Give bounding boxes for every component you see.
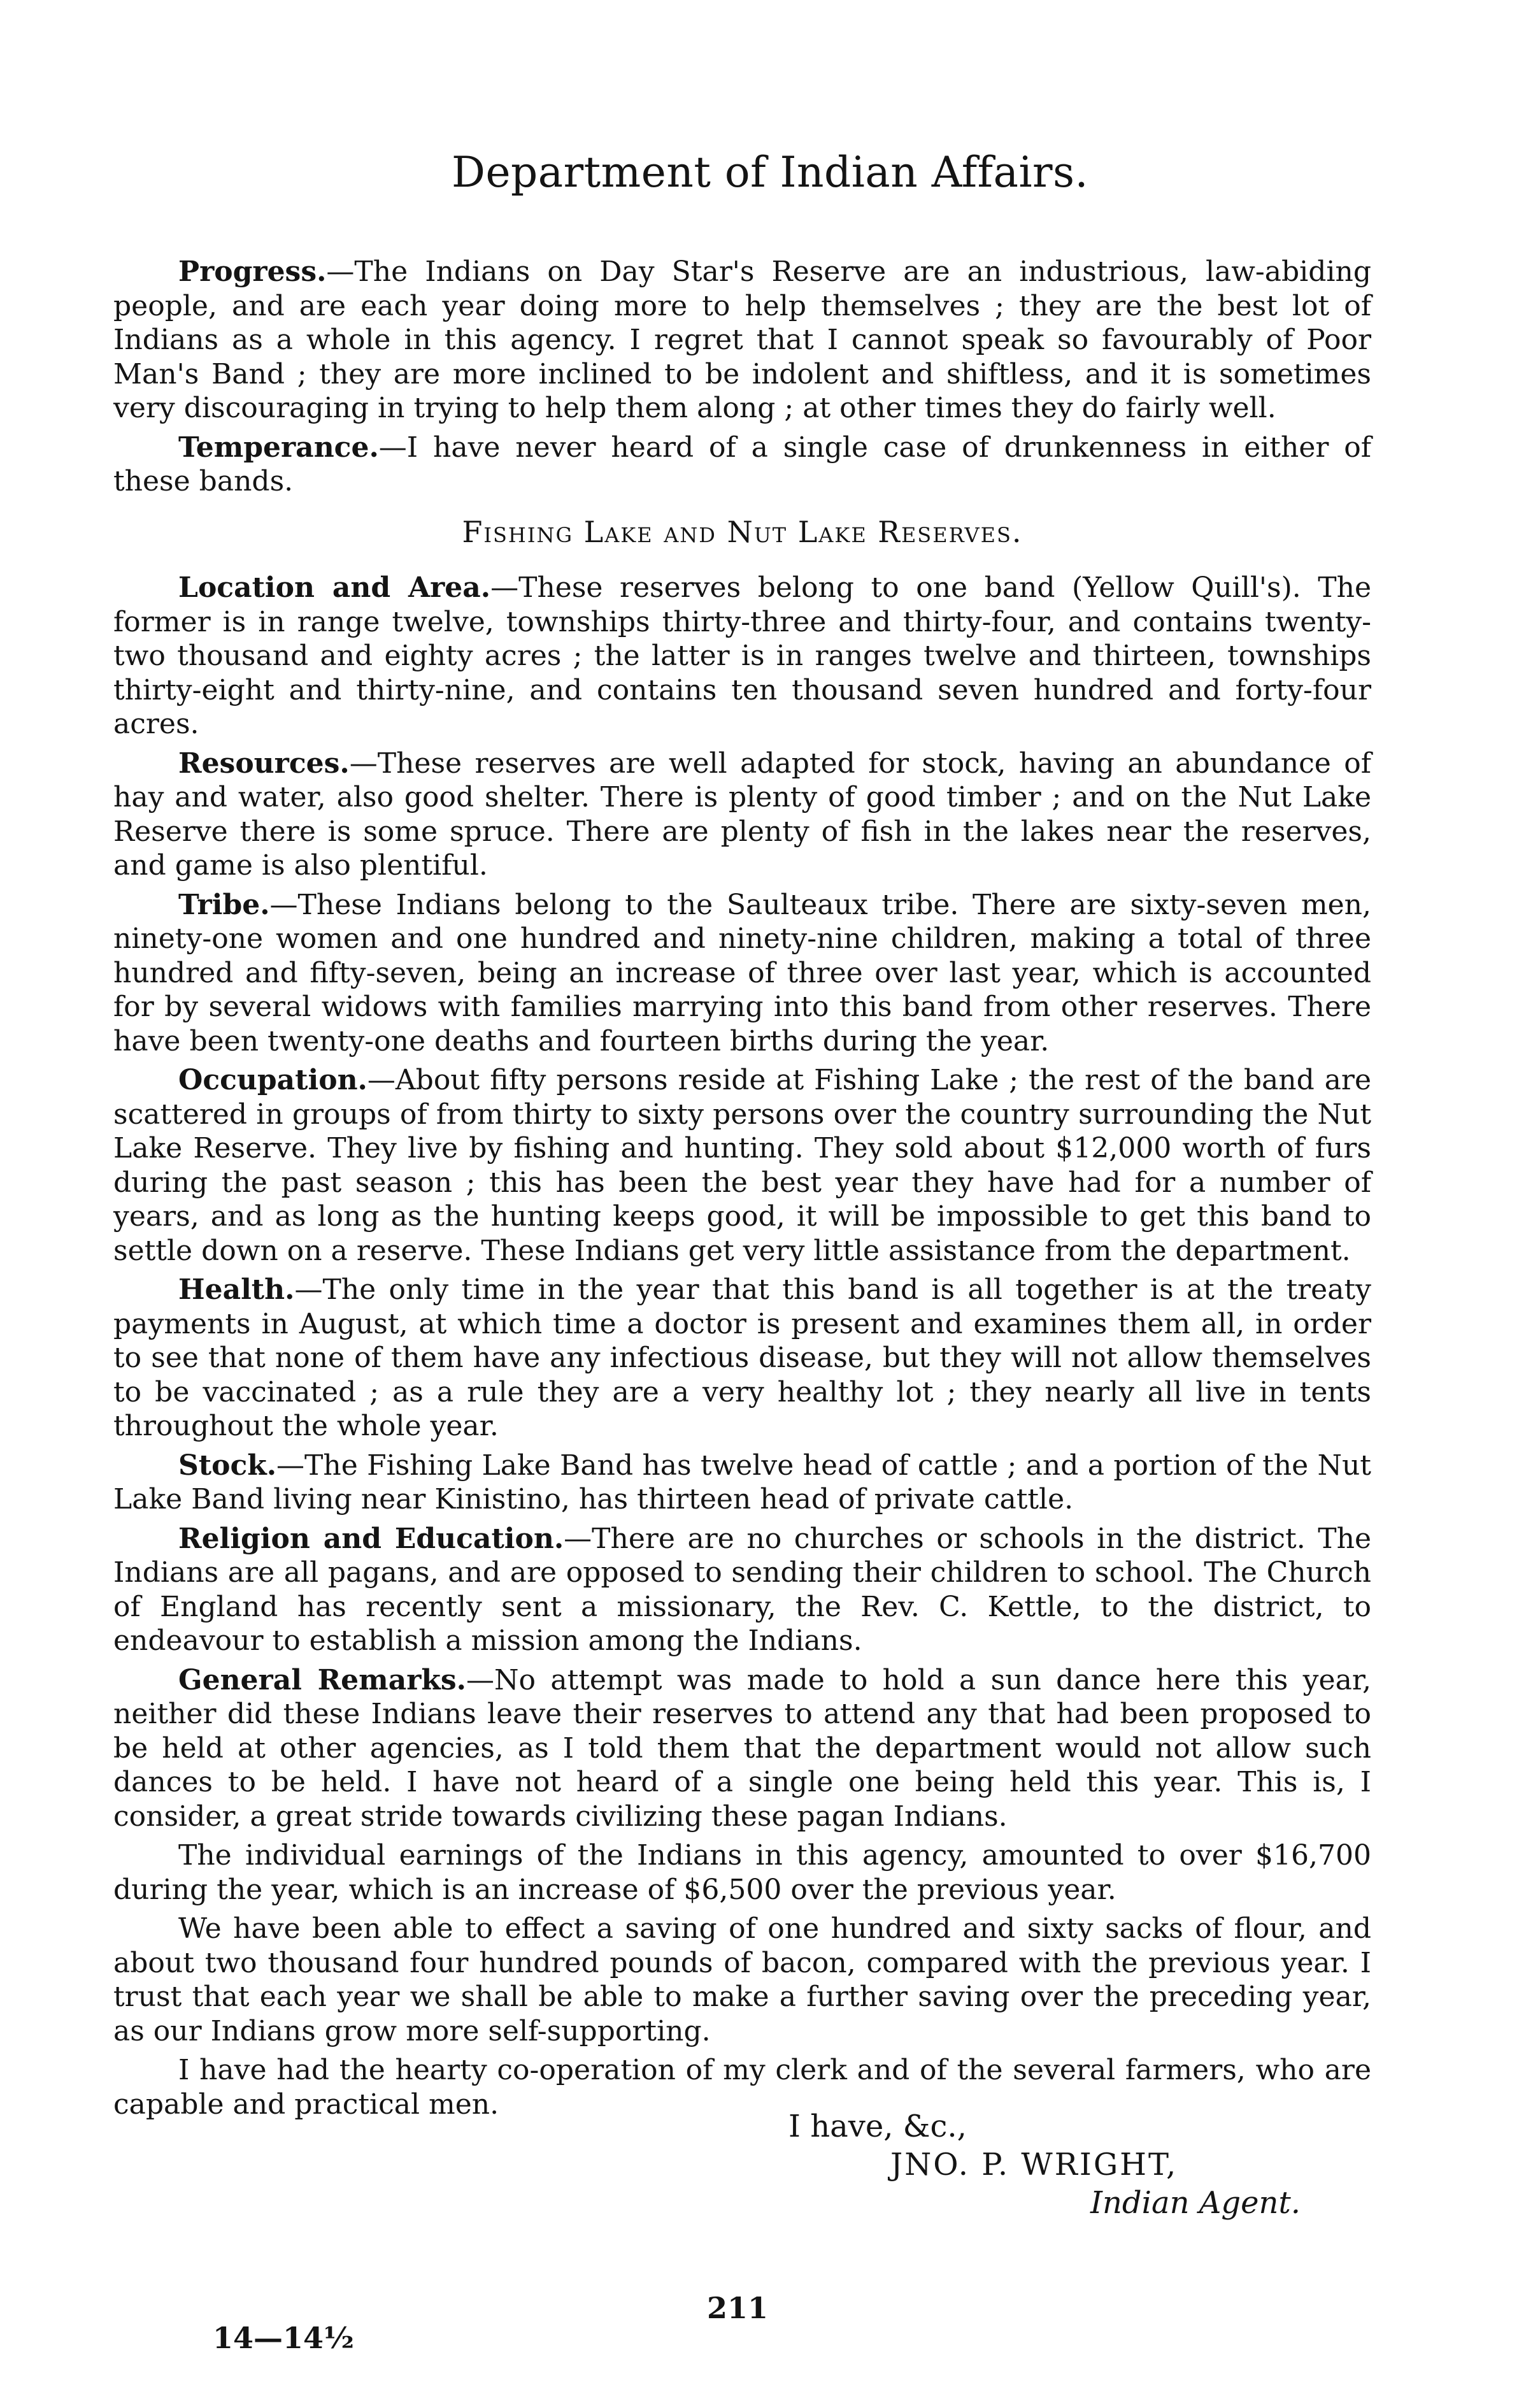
paragraph-heading: Temperance. — [178, 431, 379, 464]
paragraph-tribe — [113, 888, 1371, 1059]
paragraph-resources — [113, 747, 1371, 883]
paragraph-temperance — [113, 431, 1371, 499]
paragraph-text: —I have never heard of a single case of drunkenness in either of these bands. — [113, 431, 1371, 498]
paragraph-heading: Resources. — [178, 747, 350, 780]
paragraph-text: —About fifty persons reside at Fishing Lake ; the rest of the band are scattered in groups of from thirty to sixty persons over the country surrounding the Nut Lake Reserve. They live by fishing and hunting. They sold about $12,000 worth of furs during the past season ; this has been the best year they have had for a number of years, and as long as the hunting keeps good, it will be impossible to get this band to settle down on a reserve. These Indians get very little assistance from the department. — [113, 1064, 1371, 1267]
paragraph-general-remarks — [113, 1663, 1371, 1834]
paragraph-text: —These reserves belong to one band (Yellow Quill's). The former is in range twelve, townships thirty-three and thirty-four, and contains twenty-two thousand and eighty acres ; the latter is in ranges twelve and thirteen, townships thirty-eight and thirty-nine, and contains ten thousand seven hundred and forty-four acres. — [113, 571, 1371, 740]
paragraph-savings — [113, 1912, 1371, 2048]
paragraph-occupation — [113, 1063, 1371, 1268]
paragraph-location — [113, 571, 1371, 742]
paragraph-heading: Progress. — [178, 255, 327, 288]
page-title: Department of Indian Affairs. — [452, 148, 1088, 197]
paragraph-heading: Occupation. — [178, 1064, 367, 1096]
paragraph-text: —The only time in the year that this band is all together is at the treaty payments in August, at which time a doctor is present and examines them all, in order to see that none of them have any infectious disease, but they will not allow themselves to be vaccinated ; as a rule they are a very healthy lot ; they nearly all live in tents throughout the whole year. — [113, 1273, 1371, 1442]
paragraph-heading: Tribe. — [178, 888, 270, 921]
paragraph-heading: Stock. — [178, 1449, 277, 1482]
paragraph-text: —The Fishing Lake Band has twelve head of cattle ; and a portion of the Nut Lake Band living near Kinistino, has thirteen head of private cattle. — [113, 1449, 1371, 1516]
paragraph-heading: Location and Area. — [178, 571, 491, 604]
signoff-name: JNO. P. WRIGHT, — [890, 2147, 1178, 2183]
paragraph-text: The individual earnings of the Indians in this agency, amounted to over $16,700 during the year, which is an increase of $6,500 over the previous year. — [113, 1839, 1371, 1906]
paragraph-text: I have had the hearty co-operation of my clerk and of the several farmers, who are capable and practical men. — [113, 2054, 1371, 2121]
paragraph-earnings — [113, 1839, 1371, 1907]
paragraph-progress — [113, 255, 1371, 426]
paragraph-text: —No attempt was made to hold a sun dance here this year, neither did these Indians leave their reserves to attend any that had been proposed to be held at other agencies, as I told them that the department would not allow such dances to be held. I have not heard of a single one being held this year. This is, I consider, a great stride towards civilizing these pagan Indians. — [113, 1663, 1371, 1833]
paragraph-text: —These Indians belong to the Saulteaux tribe. There are sixty-seven men, ninety-one women and one hundred and ninety-nine children, making a total of three hundred and fifty-seven, being an increase of three over last year, which is accounted for by several widows with families marrying into this band from other reserves. There have been twenty-one deaths and fourteen births during the year. — [113, 888, 1371, 1057]
document-body — [113, 255, 1371, 2126]
paragraph-heading: General Remarks. — [178, 1663, 467, 1696]
signoff-closing: I have, &c., — [788, 2109, 967, 2144]
signature-mark: 14—14½ — [213, 2321, 355, 2355]
paragraph-text: —There are no churches or schools in the district. The Indians are all pagans, and are opposed to sending their children to school. The Church of England has recently sent a missionary, the Rev. C. Kettle, to the district, to endeavour to establish a mission among the Indians. — [113, 1522, 1371, 1657]
paragraph-health — [113, 1273, 1371, 1444]
paragraph-text: We have been able to effect a saving of one hundred and sixty sacks of flour, and about two thousand four hundred pounds of bacon, compared with the previous year. I trust that each year we shall be able to make a further saving over the preceding year, as our Indians grow more self-supporting. — [113, 1912, 1371, 2047]
section-title: Fishing Lake and Nut Lake Reserves. — [462, 514, 1023, 549]
paragraph-stock — [113, 1449, 1371, 1517]
page-number: 211 — [707, 2291, 769, 2325]
paragraph-religion-education — [113, 1522, 1371, 1658]
signoff-title: Indian Agent. — [1090, 2185, 1301, 2221]
paragraph-text: —These reserves are well adapted for stock, having an abundance of hay and water, also good shelter. There is plenty of good timber ; and on the Nut Lake Reserve there is some spruce. There are plenty of fish in the lakes near the reserves, and game is also plentiful. — [113, 747, 1371, 882]
paragraph-cooperation — [113, 2053, 1371, 2121]
paragraph-text: —The Indians on Day Star's Reserve are an industrious, law-abiding people, and are each year doing more to help themselves ; they are the best lot of Indians as a whole in this agency. I regret that I cannot speak so favourably of Poor Man's Band ; they are more inclined to be indolent and shiftless, and it is sometimes very discouraging in trying to help them along ; at other times they do fairly well. — [113, 255, 1371, 424]
paragraph-heading: Health. — [178, 1273, 295, 1306]
paragraph-heading: Religion and Education. — [178, 1522, 564, 1555]
